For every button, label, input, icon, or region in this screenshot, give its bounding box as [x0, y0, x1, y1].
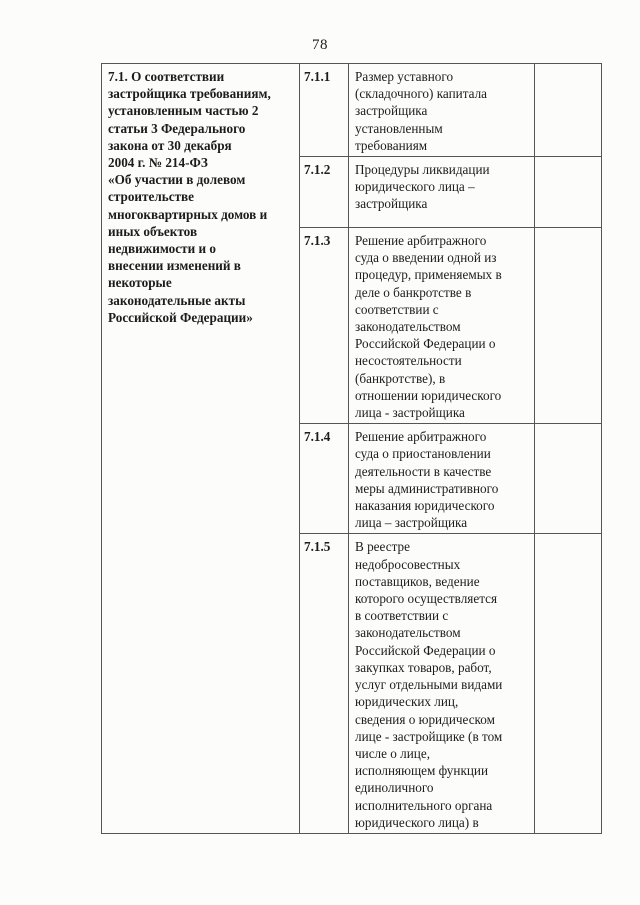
- row-number: 7.1.3: [300, 228, 349, 424]
- requirement-cell: [349, 534, 535, 834]
- requirement-text: В реестре недобросовестных поставщиков, ведение которого осуществляется в соответствии с законодательством Российской Федерации о закупках товаров, работ, услуг отдельными видами юридических лиц, сведения о юридическом лице - застройщике (в том числе о лице, исполняющем функции единоличного исполнительного органа юридического лица) в: [355, 539, 503, 830]
- value-cell: [535, 424, 602, 534]
- section-heading: 7.1. О соответствии застройщика требованиям, установленным частью 2 статьи 3 Федерального закона от 30 декабря 2004 г. № 214-ФЗ «Об участии в долевом строительстве многоквартирных домов и иных объектов недвижимости и о внесении изменений в некоторые законодательные акты Российской Федерации»: [108, 69, 271, 325]
- requirement-text: Процедуры ликвидации юридического лица – застройщика: [355, 162, 490, 212]
- row-number: 7.1.5: [300, 534, 349, 834]
- value-cell: [535, 157, 602, 228]
- requirements-table: [101, 63, 602, 834]
- row-number: 7.1.2: [300, 157, 349, 228]
- requirement-cell: [349, 64, 535, 157]
- table-row: [102, 64, 602, 157]
- requirement-cell: [349, 424, 535, 534]
- section-heading-cell: [102, 64, 300, 834]
- requirement-text: Решение арбитражного суда о приостановлении деятельности в качестве меры административного наказания юридического лица – застройщика: [355, 429, 499, 531]
- page-number: 78: [312, 37, 328, 53]
- value-cell: [535, 228, 602, 424]
- requirement-cell: [349, 157, 535, 228]
- requirement-text: Решение арбитражного суда о введении одной из процедур, применяемых в деле о банкротстве в соответствии с законодательством Российской Федерации о несостоятельности (банкротстве), в отношении юридического лица - застройщика: [355, 233, 502, 421]
- requirement-cell: [349, 228, 535, 424]
- row-number: 7.1.4: [300, 424, 349, 534]
- value-cell: [535, 534, 602, 834]
- row-number: 7.1.1: [300, 64, 349, 157]
- requirement-text: Размер уставного (складочного) капитала застройщика установленным требованиям: [355, 69, 488, 153]
- value-cell: [535, 64, 602, 157]
